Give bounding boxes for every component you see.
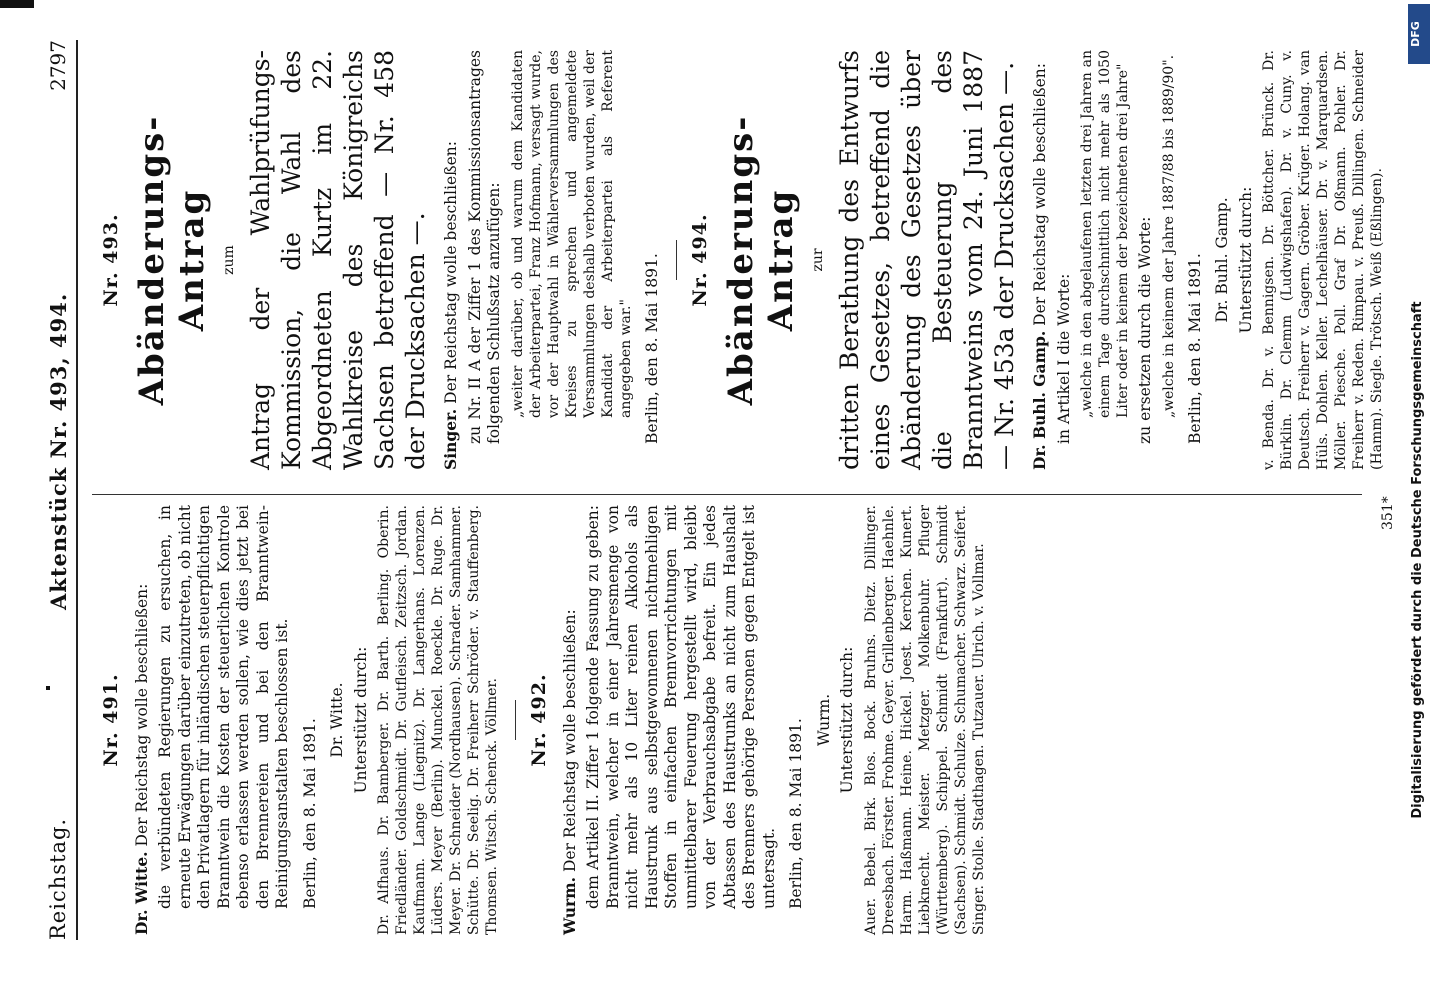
header-left: Reichstag. [46,817,70,940]
separator [676,240,677,280]
digitization-sidebar [1404,0,1432,1000]
dfg-badge-text: DFG [1409,21,1422,47]
dfg-logo-badge [1408,4,1430,64]
supporters-list: v. Benda. Dr. v. Bennigsen. Dr. Böttcher. Brünck. Dr. Bürklin. Dr. Clemm (Ludwigshafen). Dr. v. Cuny. v. Deutsch. Freiherr v. Gagern. Gröber. Krüger. Holang. van Hüls. Dohlen. Keller. Lechelhäuser. Dr. v. Marquardsen. Möller. Piesche. Poll. Graf Dr. Oßmann. Pohler. Dr. Freiherr v. Reden. Rimpau. v. Preuß. Dillingen. Schneider (Hamm). Siegle. Trötsch. Weiß (Eßlingen). [1261,50,1385,470]
section-nr-494: Nr. 494. [689,213,711,307]
section-title: Antrag der Wahlprüfungs-Kommission, die Wahl des Abgeordneten Kurtz im 22. Wahlkreise des Königreichs Sachsen betreffend — Nr. 458 der Drucksachen —. [246,50,430,470]
left-column [90,505,992,935]
scan-artifact [0,0,34,8]
motion-body: dem Artikel II. Ziffer 1 folgende Fassung zu geben: Branntwein, welcher in einer Jahresmenge von nicht mehr als 10 Liter reinen Alkohols als Haustrunk aus selbstgewonnenen nichtmehligen Stoffen in einfachen Brennvorrichtungen mit unmittelbarer Feuerung hergestellt wird, bleibt von der Verbrauchsabgabe befreit. Ein jedes Abtassen des Haustrunks an nicht zum Haushalt des Brenners gehörige Personen gegen Entgelt ist untersagt. [584,505,778,909]
signature: Dr. Buhl. Gamp. [1213,197,1231,323]
section-nr-491: Nr. 491. [100,673,122,767]
speaker-name: Dr. Witte. [131,851,151,935]
scan-artifact [46,686,50,690]
motion-text: Der Reichstag wolle beschließen: [132,583,151,847]
section-heading: Abänderungs-Antrag [720,114,801,406]
supporters-list: Auer. Bebel. Birk. Blos. Bock. Bruhns. Dietz. Dillinger. Dreesbach. Förster. Frohme. Geyer. Grillenberger. Haehnle. Harm. Haßmann. Heine. Hickel. Joest. Kerchen. Kunert. Liebknecht. Meister. Metzger. Molkenbuhr. Pfluger (Württemberg). Schippel. Schmidt (Frankfurt). Schmidt (Sachsen). Schmidt. Schulze. Schumacher. Schwarz. Seifert. Singer. Stolle. Stadthagen. Tutzauer. Ulrich. v. Vollmar. [862,505,987,935]
sidebar-credit: Digitalisierung gefördert durch die Deutsche Forschungsgemeinschaft [1410,301,1425,819]
motion-quote: „welche in keinem der Jahre 1887/88 bis 1889/90". [1160,54,1177,418]
motion-intro [132,505,153,935]
supported-by-label: Unterstützt durch: [1236,186,1255,334]
right-column [90,50,1390,470]
column-divider [92,494,1362,495]
motion-date: Berlin, den 8. Mai 1891. [1185,253,1204,444]
motion-quote: „weiter darüber, ob und warum dem Kandidaten der Arbeiterpartei, Franz Hofmann, versagt wurde, vor der Hauptwahl in Wählerversammlungen des Kreises zu sprechen und angemeldete Versammlungen deshalb verboten wurden, weil der Kandidat der Arbeiterpartei als Referent angegeben war." [509,50,634,418]
supporters-list: Dr. Alfhaus. Dr. Bamberger. Dr. Barth. Berling. Oberin. Friedländer. Goldschmidt. Dr. Gutfleisch. Zeitzsch. Jordan. Kaufmann. Lange (Liegnitz). Dr. Langerhans. Lorenzen. Lüders. Meyer (Berlin). Munckel. Roeckle. Dr. Ruge. Dr. Meyer. Dr. Schneider (Nordhausen). Schrader. Samhammer. Schütte. Dr. Seelig. Dr. Freiherr Schröder. v. Stauffenberg. Thomsen. Witsch. Schenck. Völlmer. [376,505,500,935]
motion-text: Der Reichstag wolle beschließen: [560,609,579,873]
motion-body: zu ersetzen durch die Worte: [1136,216,1154,444]
signature: Wurm. [814,693,833,747]
signature: Dr. Witte. [328,682,346,758]
section-heading: Abänderungs-Antrag [131,114,212,406]
motion-body: die verbündeten Regierungen zu ersuchen, in erneute Erwägungen darüber einzutreten, ob nicht den Privatlagern für inländischen steuerpflichtigen Branntwein die Kosten der steuerlichen Kontrole ebenso erlassen werden sollen, wie dies jetzt bei den Brennereien und bei den Branntwein-Reinigungsanstalten beschlossen ist. [156,505,291,909]
header-page-number: 2797 [46,40,70,91]
motion-text: Der Reichstag wolle beschließen: [1031,63,1049,326]
motion-text: Der Reichstag wolle beschließen: [442,141,460,404]
speaker-name: Dr. Buhl. Gamp. [1030,330,1049,470]
motion-intro [441,50,462,470]
section-nr-493: Nr. 493. [100,213,122,307]
separator [515,700,516,740]
page-header [40,40,78,940]
motion-quote: „welche in den abgelaufenen letzten drei Jahren an einem Tage durchschnittlich nicht mehr als 1050 Liter oder in keinem der bezeichneten drei Jahre" [1079,50,1131,418]
motion-date: Berlin, den 8. Mai 1891. [787,718,805,909]
supported-by-label: Unterstützt durch: [351,646,370,794]
section-title: dritten Berathung des Entwurfs eines Gesetzes, betreffend die Abänderung des Gesetzes über die Besteuerung des Branntweins vom 24. Juni 1887 — Nr. 453a der Drucksachen —. [835,50,1019,470]
speaker-name: Wurm. [559,876,579,935]
footer-page-number: 351* [1380,496,1396,530]
motion-date: Berlin, den 8. Mai 1891. [642,253,661,444]
motion-date: Berlin, den 8. Mai 1891. [300,718,319,909]
supported-by-label: Unterstützt durch: [838,646,856,794]
header-title: Aktenstück Nr. 493, 494. [46,292,71,610]
speaker-name: Singer. [441,408,460,470]
motion-intro [560,505,581,935]
motion-body: zu Nr. II A der Ziffer 1 des Kommissionsantrages folgenden Schlußsatz anzufügen: [465,50,503,444]
motion-intro [1030,50,1051,470]
motion-body: in Artikel I die Worte: [1054,273,1073,444]
heading-connector: zum [220,245,237,275]
section-nr-492: Nr. 492. [528,673,550,767]
heading-connector: zur [809,248,826,272]
